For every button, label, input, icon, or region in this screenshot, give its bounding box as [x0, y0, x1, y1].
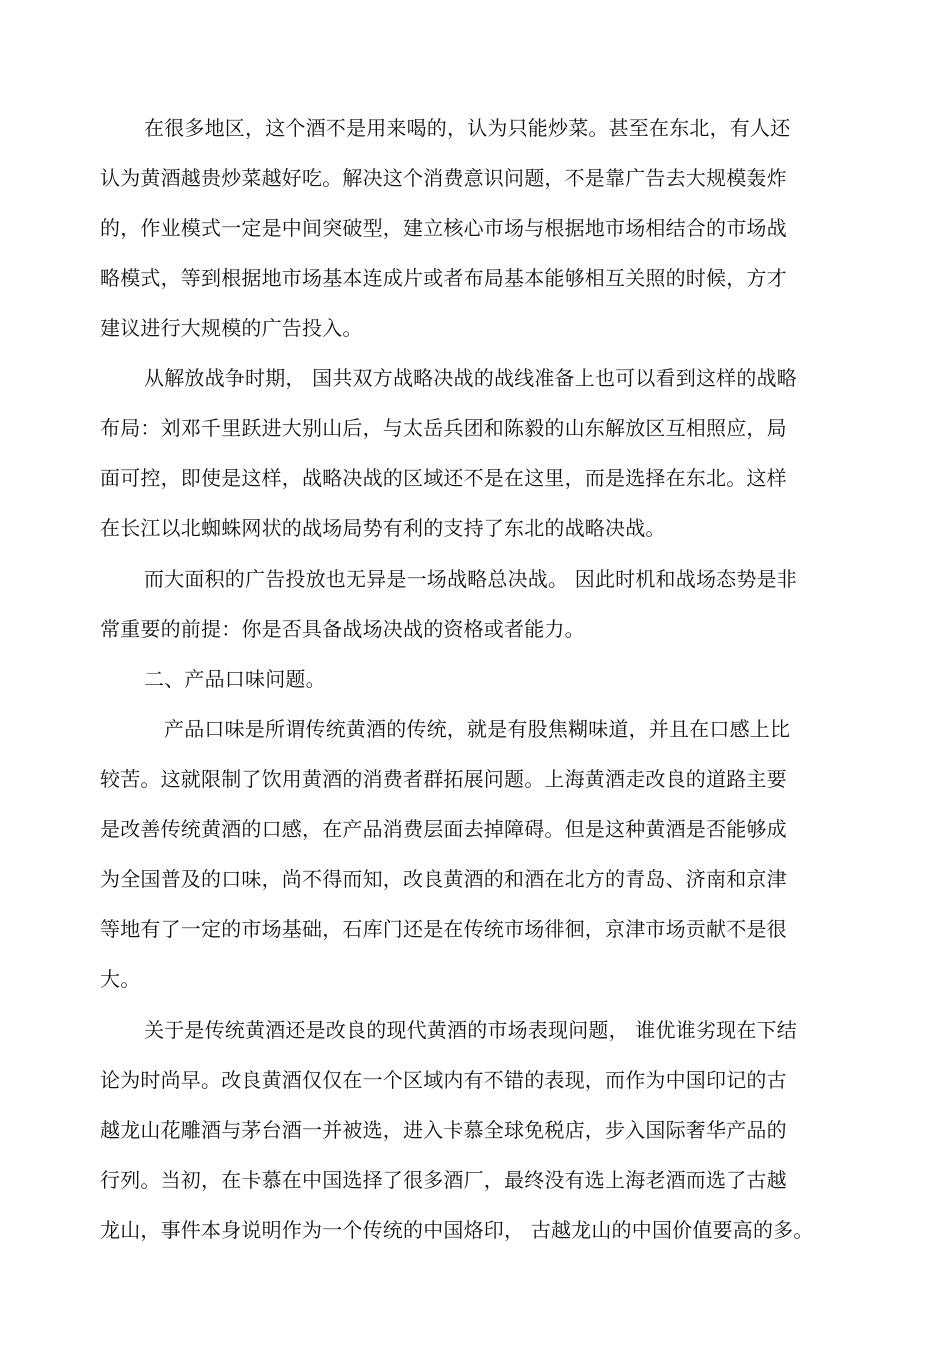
paragraph-line: 是改善传统黄酒的口感，在产品消费层面去掉障碍。但是这种黄酒是否能够成 — [100, 817, 787, 841]
paragraph-line: 行列。当初，在卡慕在中国选择了很多酒厂，最终没有选上海老酒而选了古越 — [100, 1168, 787, 1192]
paragraph-line: 在很多地区，这个酒不是用来喝的，认为只能炒菜。甚至在东北，有人还 — [144, 116, 791, 140]
paragraph-line: 面可控，即使是这样，战略决战的区域还不是在这里，而是选择在东北。这样 — [100, 466, 787, 490]
paragraph-line: 的，作业模式一定是中间突破型，建立核心市场与根据地市场相结合的市场战 — [100, 216, 787, 240]
paragraph-line: 等地有了一定的市场基础，石库门还是在传统市场徘徊，京津市场贡献不是很 — [100, 917, 787, 941]
paragraph-line: 在长江以北蜘蛛网状的战场局势有利的支持了东北的战略决战。 — [100, 516, 666, 540]
paragraph-line: 略模式，等到根据地市场基本连成片或者布局基本能够相互关照的时候，方才 — [100, 266, 787, 290]
paragraph-line: 产品口味是所谓传统黄酒的传统，就是有股焦糊味道，并且在口感上比 — [164, 717, 791, 741]
paragraph-line: 龙山，事件本身说明作为一个传统的中国烙印， 古越龙山的中国价值要高的多。 — [100, 1218, 814, 1242]
paragraph-line: 大。 — [100, 967, 141, 991]
paragraph-line: 较苦。这就限制了饮用黄酒的消费者群拓展问题。上海黄酒走改良的道路主要 — [100, 767, 787, 791]
paragraph-line: 为全国普及的口味，尚不得而知，改良黄酒的和酒在北方的青岛、济南和京津 — [100, 867, 787, 891]
paragraph-line: 而大面积的广告投放也无异是一场战略总决战。 因此时机和战场态势是非 — [144, 567, 797, 591]
paragraph-line: 布局：刘邓千里跃进大别山后，与太岳兵团和陈毅的山东解放区互相照应，局 — [100, 416, 787, 440]
paragraph-line: 关于是传统黄酒还是改良的现代黄酒的市场表现问题， 谁优谁劣现在下结 — [144, 1018, 797, 1042]
paragraph-line: 认为黄酒越贵炒菜越好吃。解决这个消费意识问题，不是靠广告去大规模轰炸 — [100, 166, 787, 190]
section-heading: 二、产品口味问题。 — [144, 667, 326, 691]
paragraph-line: 建议进行大规模的广告投入。 — [100, 316, 363, 340]
paragraph-line: 常重要的前提：你是否具备战场决战的资格或者能力。 — [100, 617, 585, 641]
paragraph-line: 论为时尚早。改良黄酒仅仅在一个区域内有不错的表现，而作为中国印记的古 — [100, 1068, 787, 1092]
paragraph-line: 从解放战争时期， 国共双方战略决战的战线准备上也可以看到这样的战略 — [144, 366, 797, 390]
paragraph-line: 越龙山花雕酒与茅台酒一并被选，进入卡慕全球免税店，步入国际奢华产品的 — [100, 1118, 787, 1142]
